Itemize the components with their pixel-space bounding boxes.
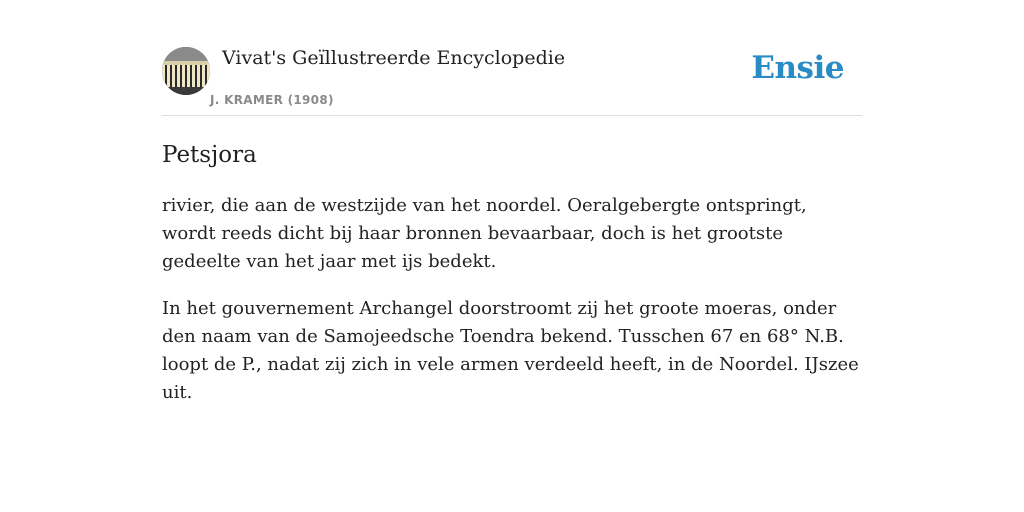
entry-paragraph: In het gouvernement Archangel doorstroomt zij het groote moeras, onder den naam van de Samojeedsche Toendra bekend. Tusschen 67 en 68° N.B. loopt de P., nadat zij zich in vele armen verdeeld heeft, in de Noordel. IJszee uit. xyxy=(162,298,859,403)
entry-body xyxy=(162,192,862,426)
page-container xyxy=(162,0,862,403)
source-header xyxy=(162,0,862,116)
source-avatar[interactable] xyxy=(162,47,210,95)
entry-paragraph: rivier, die aan de westzijde van het noordel. Oeralgebergte ontspringt, wordt reeds dicht bij haar bronnen bevaarbaar, doch is het grootste gedeelte van het jaar met ijs bedekt. xyxy=(162,195,807,272)
source-title[interactable]: Vivat's Geïllustreerde Encyclopedie xyxy=(222,47,566,69)
source-author: J. KRAMER (1908) xyxy=(210,93,334,107)
book-spines-icon xyxy=(162,47,210,95)
page-title: Petsjora xyxy=(162,142,257,168)
brand-logo[interactable]: Ensie xyxy=(751,50,844,86)
